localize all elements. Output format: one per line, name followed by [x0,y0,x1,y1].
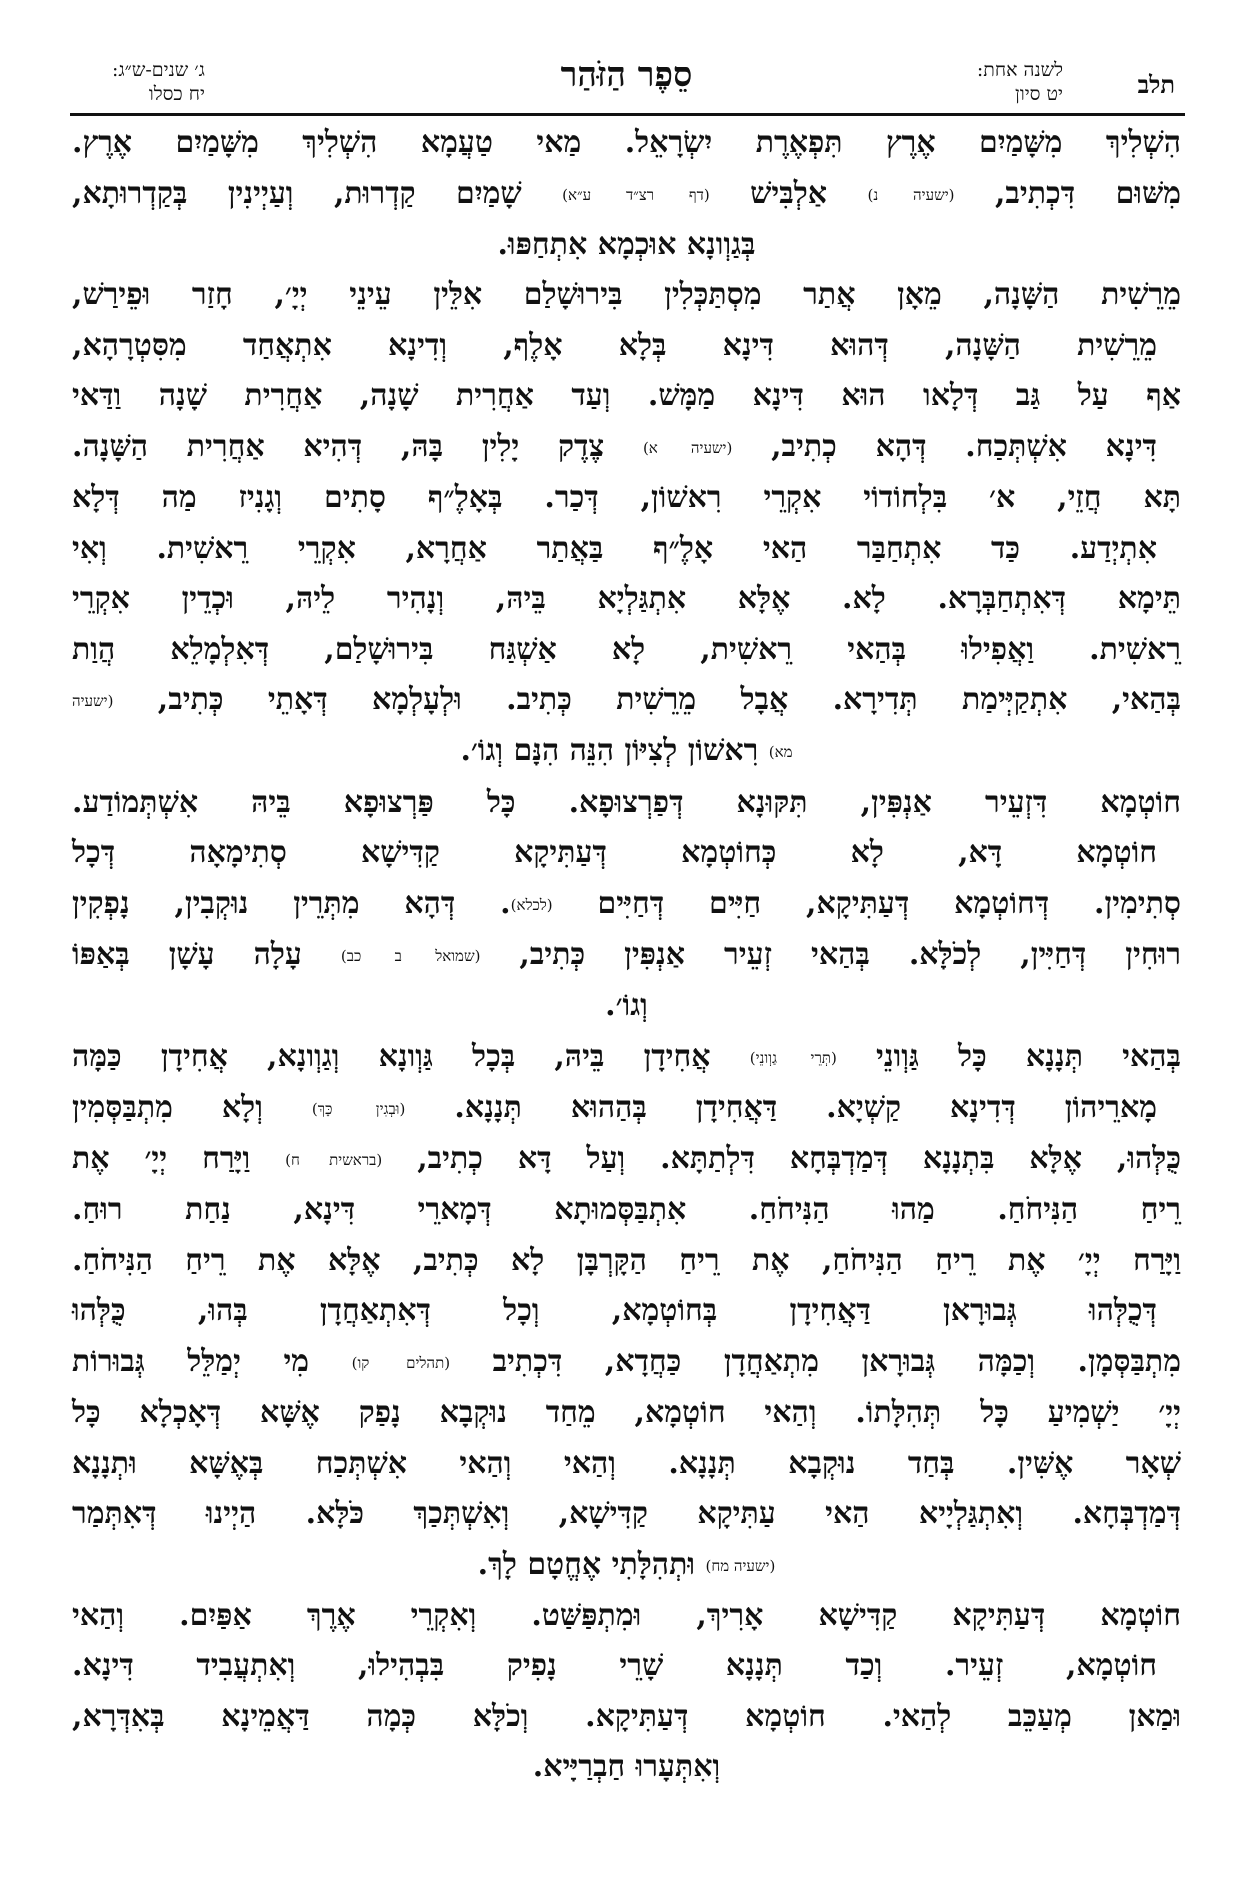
text-line [72,1692,1181,1743]
text-line [72,778,1181,829]
line-text: מִי יְמַלֵּל גְּבוּרוֹת [72,1343,352,1379]
header-left-line2: יח כסלו [148,83,205,105]
source-reference: (ישעיה [72,691,114,710]
source-reference: (דף רצ״ד ע״א) [562,185,710,204]
line-text: . דְּהָא מִתְּרֵין נוּקְבִין, נָפְקִין [72,885,511,921]
header-right-line2: יט סיון [1015,83,1063,105]
source-reference: (לכלא) [510,895,553,914]
line-text: חוֹטְמָא דִּזְעֵיר אַנְפִּין, תִּקּוּנָא דְּפַרְצוּפָא. כָּל פַּרְצוּפָא בֵּיהּ אִשְׁתְּמוֹדַע. [72,784,1181,820]
line-text: תָּא חֲזֵי, א׳ בִּלְחוֹדוֹי אִקְרֵי רִאשׁוֹן, דְּכַר. בְּאָלֶ״ף סָתִים וְגָנִיז מַה דְּלָא [72,480,1181,515]
paragraph [72,1591,1181,1793]
line-text: מָארֵיהוֹן דְּדִינָא קַשְׁיָא. דַּאֲחִידָן בְּהַהוּא תְּנָנָא. [405,1089,1157,1125]
book-title: סֵפֶר הַזֹּהַר [560,55,693,95]
line-text: רֵיחַ הַנִּיחֹחַ. מַהוּ הַנִּיחֹחַ. אִתְבַּסְּמוּתָא דְּמָארֵי דִּינָא, נַחַת רוּחַ. [72,1192,1181,1228]
text-line [72,1489,1181,1540]
line-text: וְגוֹ׳. [605,988,648,1023]
text-line [72,1641,1181,1692]
line-text: וַיָּרַח יְיָ׳ אֶת רֵיחַ הַנִּיחֹחַ, אֶת רֵיחַ הַקָּרְבָּן לָא כְּתִיב, אֶלָּא אֶת רֵיחַ הַנִּיחֹחַ. [72,1242,1181,1278]
text-line [72,270,1181,321]
paragraph [72,1236,1181,1591]
line-text: סְתִימִין. דְּחוֹטְמָא דְּעַתִּיקָא, חַיִּים דְּחַיִּים [552,885,1181,921]
line-text: וַיָּרַח יְיָ׳ אֶת [72,1141,286,1176]
header-divider [70,113,1185,116]
line-text: חוֹטְמָא, זְעֵיר. וְכַד תְּנָנָא שָׁרֵי נָפִיק בִּבְהִילוּ, וְאִתְעֲבִיד דִּינָא. [72,1648,1157,1684]
line-text: שְׁאָר אֶשִּׁין. בְּחַד נוּקְבָא תְּנָנָא. וְהַאי וְהַאי אִשְׁתְּכַח בְּאֶשָּׁא וּתְנָנָא [72,1445,1181,1481]
source-reference: (בראשית ח) [285,1150,383,1169]
line-text: דְּמַדְבְּחָא. וְאִתְגַּלְיָיא הַאי עַתִּיקָא קַדִּישָׁא, וְאִשְׁתְּכַךְ כֹּלָּא. הַיְינוּ דְּאִתְּמַר [72,1496,1181,1531]
line-text: אֲחִידָן בֵּיהּ, בְּכָל גַּוְונָא וְגַוְונָא, אֲחִידָן כַּמָּה [72,1038,750,1074]
paragraph [72,270,1181,473]
line-text: בְּגַוְונָא אוּכְמָא אִתְחַפּוּ. [497,226,756,262]
line-text: דִּינָא אִשְׁתְּכַח. דְּהָא כְתִיב, [732,428,1157,464]
page-number: תלב [1137,70,1175,99]
line-text: חוֹטְמָא דָּא, לָא כְּחוֹטְמָא דְּעַתִּיקָא קַדִּישָׁא סְתִימָאָה דְּכָל [72,835,1157,870]
text-line [72,118,1181,169]
line-text: רֵאשִׁית. וַאֲפִילוּ בְּהַאי רֵאשִׁית, לָא אַשְׁגַּח בִּירוּשָׁלַם, דְּאִלְמָלֵא הֲוַת [72,631,1181,667]
text-line [72,675,1181,726]
text-line [72,1083,1181,1134]
source-reference: (וּבְגִין כָּךְ) [311,1099,406,1118]
line-text: וּמַאן מְעַכֵּב לְהַאי. חוֹטְמָא דְּעַתִּיקָא. וְכֹלָּא כְּמָה דַּאֲמֵינָא בְּאִדְּרָא, [72,1698,1181,1734]
text-line [72,726,1181,777]
text-line [72,524,1181,575]
text-line [72,574,1181,625]
line-text: הִשְׁלִיךְ מִשָּׁמַיִם אֶרֶץ תִּפְאֶרֶת יִשְׂרָאֵל. מַאי טַעֲמָא הִשְׁלִיךְ מִשָּׁמַיִם אֶרֶץ. [72,125,1181,160]
line-text: יְיָ׳ יַשְׁמִיעַ כָּל תְּהִלָּתוֹ. וְהַאי חוֹטְמָא, מֵחַד נוּקְבָא נָפַק אֶשָּׁא דְּאָכְלָא כָּל [72,1395,1181,1430]
text-line [72,1591,1181,1642]
source-reference: (ישעיה מח) [705,1556,776,1575]
paragraph [72,118,1181,270]
line-text: דְּכֻלְּהוּ גְּבוּרָאן דַּאֲחִידָן בְּחוֹטְמָא, וְכָל דְּאִתְאַחֲדָן בְּהוּ, כֻּלְּהוּ [72,1293,1157,1329]
line-text: עָלָה עָשָׁן בְּאַפּוֹ [72,936,341,972]
line-text: רִאשׁוֹן לְצִיּוֹן הִנֵּה הִנָּם וְגוֹ׳. [460,733,769,769]
paragraph [72,473,1181,778]
text-line [72,169,1181,220]
line-text: אַלְבִּישׁ [709,175,868,211]
text-line [72,1337,1181,1388]
text-line [72,981,1181,1032]
text-line [72,1742,1181,1793]
source-reference: (שמואל ב כב) [340,946,481,965]
line-text: מִשּׁוּם דִּכְתִיב, [954,175,1182,211]
line-text: אַף עַל גַּב דְּלָאו הוּא דִּינָא מַמָּשׁ. וְעַד אַחֲרִית שָׁנָה, אַחֲרִית שָׁנָה וַדַּאי [72,378,1181,414]
header-left-line1: ג׳ שנים-ש״ג: [112,59,205,81]
paragraph [72,1032,1181,1236]
source-reference: (ישעיה א) [642,438,733,457]
source-reference: מא) [768,743,793,761]
line-text: מֵרֵשִׁית הַשָּׁנָה, דְּהוּא דִּינָא בְּלָא אָלֶף, וְדִינָא אִתְאֲחַד מִסִּטְרָהָא, [72,327,1157,363]
text-line [72,371,1181,422]
line-text: צֶדֶק יָלִין בָּהּ, דְּהִיא אַחֲרִית הַשָּׁנָה. [72,428,643,464]
line-text: וְאִתְּעָרוּ חַבְרַיָּיא. [532,1749,721,1785]
line-text: וְלָא מִתְבַּסְּמִין [72,1089,312,1125]
text-line [72,1134,1181,1185]
line-text: מִתְבַּסְּמָן. וְכַמָּה גְּבוּרָאן מִתְאַחֲדָן כַּחֲדָא, דִּכְתִיב [450,1343,1181,1379]
text-line [72,930,1181,981]
text-line [72,1540,1181,1591]
document-body [72,118,1181,1854]
line-text: אִתְיְדַע. כַּד אִתְחַבַּר הַאי אָלֶ״ף בַּאֲתַר אַחֲרָא, אִקְרֵי רֵאשִׁית. וְאִי [72,530,1157,566]
line-text: מֵרֵשִׁית הַשָּׁנָה, מֵאָן אֲתַר מִסְתַּכְּלִין בִּירוּשָׁלַם אִלֵּין עֵינֵי יְיָ׳, חָזַר וּפֵירַשׁ, [72,277,1181,313]
source-reference: (תהלים קו) [351,1353,451,1372]
line-text: כֻּלְּהוּ, אֶלָּא בִּתְנָנָא דְּמַדְבְּחָא דִּלְתַתָּא. וְעַל דָּא כְתִיב, [382,1141,1181,1176]
text-line [72,1185,1181,1236]
line-text: וּתְהִלָּתִי אֶחֱטָם לָךְ. [477,1546,706,1582]
header-left-label [112,58,205,108]
line-text: תֵּימָא דְּאִתְחַבְּרָא. לָא. אֶלָּא אִתְגַּלְיָא בֵּיהּ, וְנָהִיר לֵיהּ, וּכְדֵין אִקְרֵי [72,581,1181,616]
header-right-line1: לשנה אחת: [976,59,1063,81]
text-line [72,473,1181,524]
text-line [72,828,1181,879]
line-text: רוּחִין דְּחַיִּין, לְכֹלָּא. בְּהַאי זְעֵיר אַנְפִּין כְּתִיב, [480,936,1181,972]
line-text: בְּהַאי תְּנָנָא כָּל גַּוְונֵי [836,1038,1182,1074]
source-reference: (תְּרֵי גַוְונֵי) [749,1048,837,1067]
text-line [72,1236,1181,1287]
line-text: חוֹטְמָא דְּעַתִּיקָא קַדִּישָׁא אָרִיךְ, וּמִתְפַּשַּׁט. וְאִקְרֵי אֶרֶךְ אַפַּיִם. וְהַאי [72,1597,1181,1633]
text-line [72,1032,1181,1083]
text-line [72,422,1181,473]
source-reference: (ישעיה נ) [867,185,955,204]
text-line [72,1439,1181,1490]
line-text: בְּהַאי, אִתְקַיְּימַת תְּדִירָא. אֲבָל מֵרֵשִׁית כְּתִיב. וּלְעָלְמָא דְּאָתֵי כְּתִיב, [113,682,1181,717]
text-line [72,220,1181,271]
text-line [72,1388,1181,1439]
line-text: שָׁמַיִם קַדְרוּת, וְעַיְינִין בְּקַדְרוּתָא, [72,175,563,211]
text-line [72,625,1181,676]
text-line [72,879,1181,930]
paragraph [72,778,1181,1032]
text-line [72,321,1181,372]
text-line [72,1286,1181,1337]
